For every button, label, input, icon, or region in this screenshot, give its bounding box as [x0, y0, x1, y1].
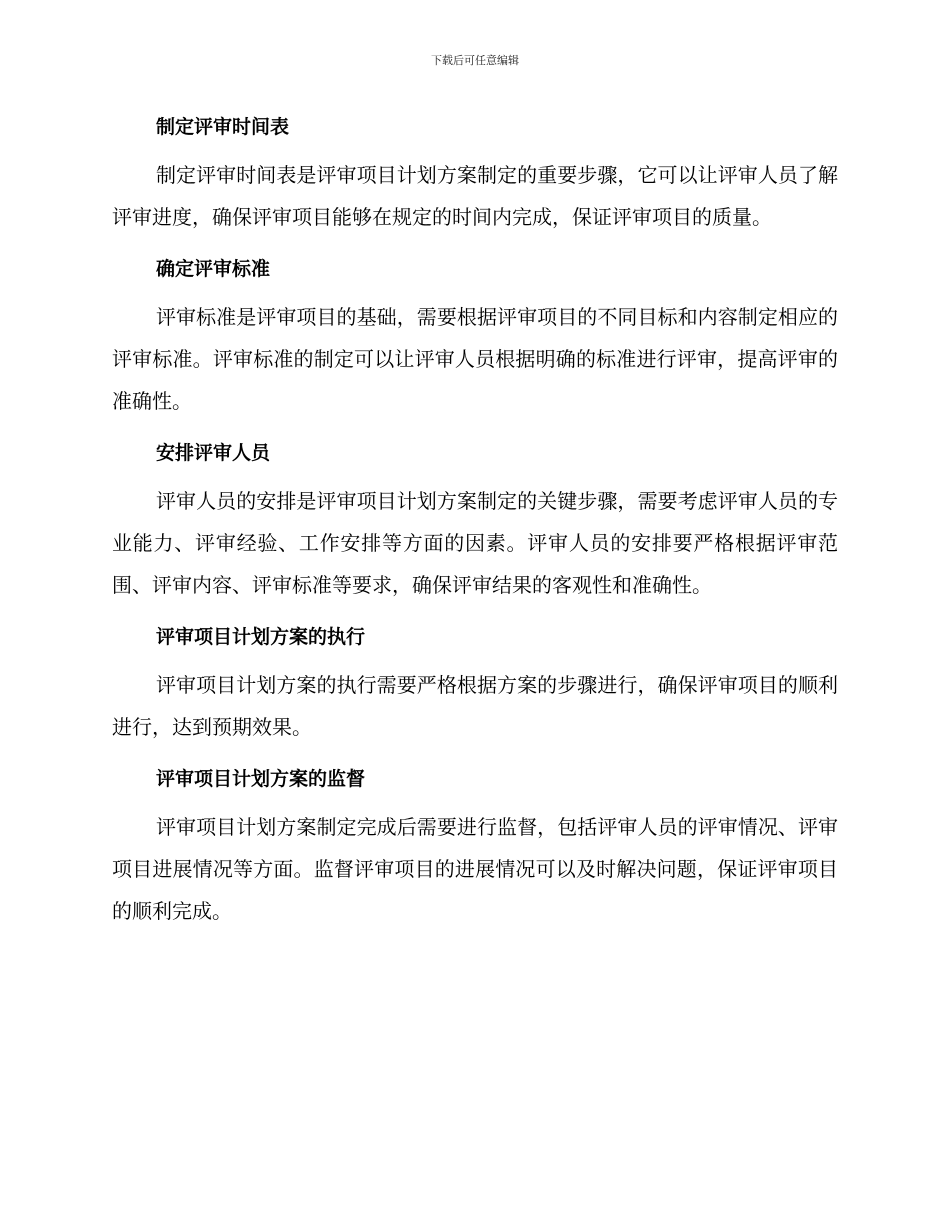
section-heading-schedule: 制定评审时间表 [156, 116, 290, 138]
section-body-execution: 评审项目计划方案的执行需要严格根据方案的步骤进行，确保评审项目的顺利进行，达到预期效果。 [112, 673, 838, 739]
section-body-schedule: 制定评审时间表是评审项目计划方案制定的重要步骤，它可以让评审人员了解评审进度，确保评审项目能够在规定的时间内完成，保证评审项目的质量。 [112, 163, 838, 229]
section-body-personnel: 评审人员的安排是评审项目计划方案制定的关键步骤，需要考虑评审人员的专业能力、评审经验、工作安排等方面的因素。评审人员的安排要严格根据评审范围、评审内容、评审标准等要求，确保评审结果的客观性和准确性。 [112, 489, 838, 597]
document-content [112, 112, 838, 948]
section-heading-personnel: 安排评审人员 [156, 442, 271, 464]
section-body-standards: 评审标准是评审项目的基础，需要根据评审项目的不同目标和内容制定相应的评审标准。评审标准的制定可以让评审人员根据明确的标准进行评审，提高评审的准确性。 [112, 305, 838, 413]
section-heading-standards: 确定评审标准 [156, 258, 271, 280]
section-heading-execution: 评审项目计划方案的执行 [156, 626, 366, 648]
header-note: 下载后可任意编辑 [431, 54, 519, 67]
section-body-supervision: 评审项目计划方案制定完成后需要进行监督，包括评审人员的评审情况、评审项目进展情况等方面。监督评审项目的进展情况可以及时解决问题，保证评审项目的顺利完成。 [112, 815, 838, 923]
section-heading-supervision: 评审项目计划方案的监督 [156, 768, 366, 790]
